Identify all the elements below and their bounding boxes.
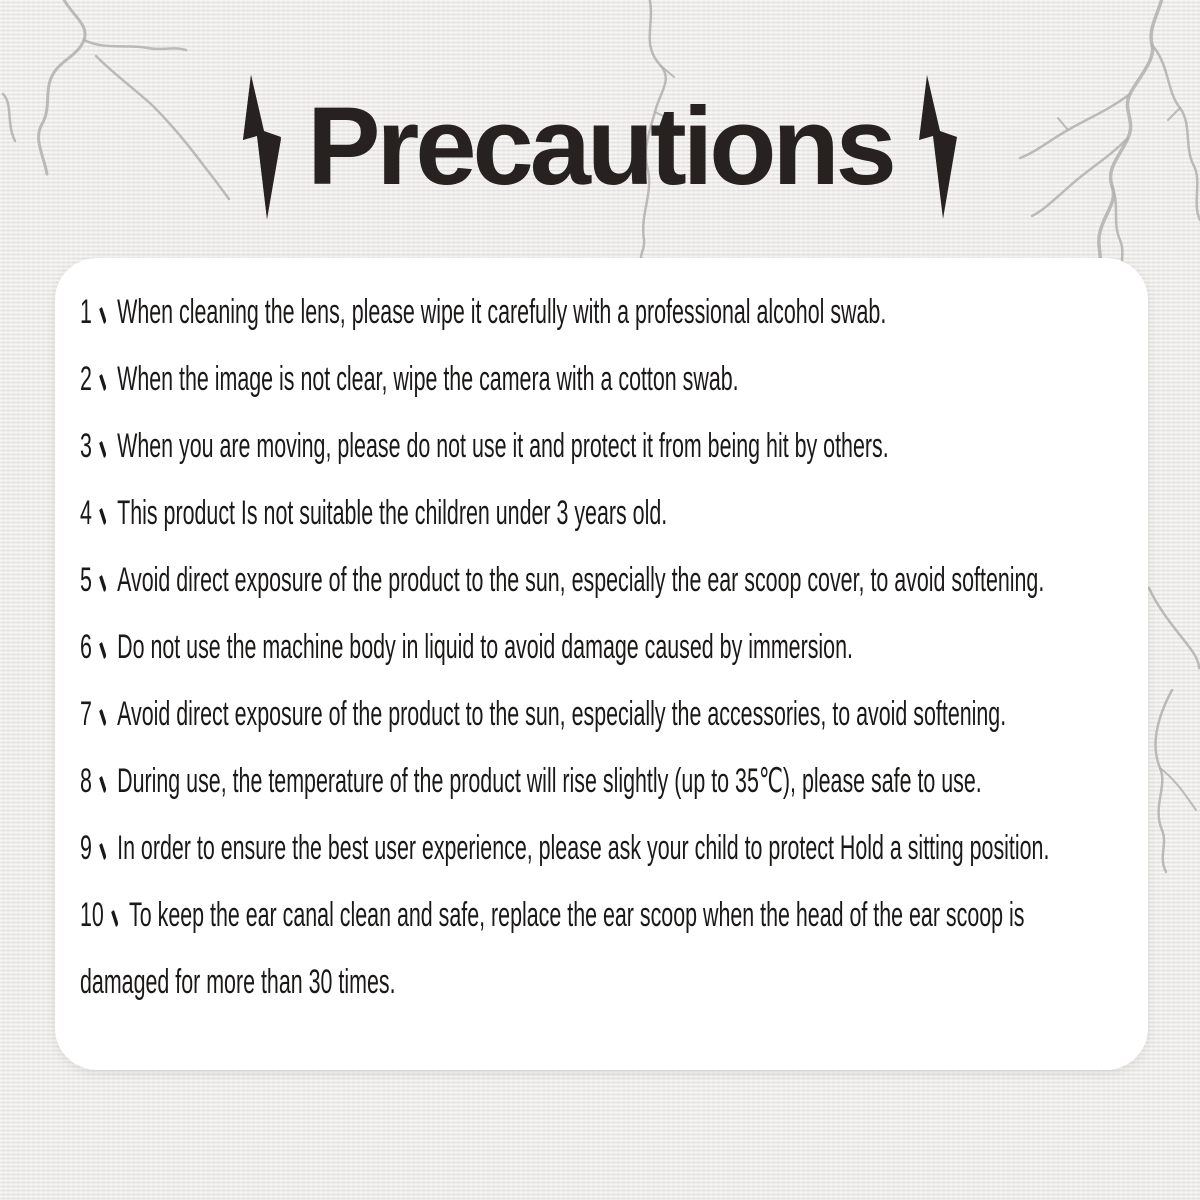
item-number: 6 [80,627,117,667]
item-text: When you are moving, please do not use it and protect it from being hit by others. [117,427,889,465]
ideographic-comma-icon [97,706,109,728]
precaution-item-5 [80,560,1045,600]
ideographic-comma-icon [97,840,109,862]
lightning-bolt-icon [919,75,957,219]
precaution-item-8 [80,761,982,801]
precaution-item-6 [80,627,853,667]
precaution-item-9 [80,828,1050,868]
precaution-item-1 [80,292,887,332]
lightning-bolt-icon [243,75,281,219]
item-text: When cleaning the lens, please wipe it carefully with a professional alcohol swab. [117,293,887,331]
item-text: During use, the temperature of the product will rise slightly (up to 35℃), please safe to use. [117,762,982,800]
item-text: damaged for more than 30 times. [80,963,396,1001]
item-number: 2 [80,359,117,399]
ideographic-comma-icon [97,639,109,661]
precaution-item-10-continued [80,962,753,1002]
precaution-item-2 [80,359,753,399]
item-number: 3 [80,426,117,466]
item-number: 8 [80,761,117,801]
ideographic-comma-icon [97,773,109,795]
precautions-card [55,258,1148,1070]
item-text: Avoid direct exposure of the product to the sun, especially the accessories, to avoid softening. [117,695,1007,733]
item-number: 10 [80,895,129,935]
item-number: 7 [80,694,117,734]
precaution-item-4 [80,493,753,533]
item-text: To keep the ear canal clean and safe, replace the ear scoop when the head of the ear scoop is [129,896,1025,934]
item-number: 9 [80,828,117,868]
ideographic-comma-icon [97,304,109,326]
precaution-item-10 [80,895,1025,935]
item-text: When the image is not clear, wipe the camera with a cotton swab. [117,360,739,398]
precaution-item-3 [80,426,889,466]
ideographic-comma-icon [109,907,121,929]
page-title: Precautions [307,85,893,208]
item-number: 4 [80,493,117,533]
item-number: 1 [80,292,117,332]
title-row [0,72,1200,222]
precautions-list [55,258,1148,1002]
precaution-item-7 [80,694,1007,734]
item-number: 5 [80,560,117,600]
ideographic-comma-icon [97,438,109,460]
item-text: Do not use the machine body in liquid to avoid damage caused by immersion. [117,628,853,666]
ideographic-comma-icon [97,505,109,527]
item-text: In order to ensure the best user experience, please ask your child to protect Hold a sitting position. [117,829,1050,867]
item-text: Avoid direct exposure of the product to the sun, especially the ear scoop cover, to avoid softening. [117,561,1045,599]
ideographic-comma-icon [97,572,109,594]
item-text: This product Is not suitable the children under 3 years old. [117,494,668,532]
ideographic-comma-icon [97,371,109,393]
